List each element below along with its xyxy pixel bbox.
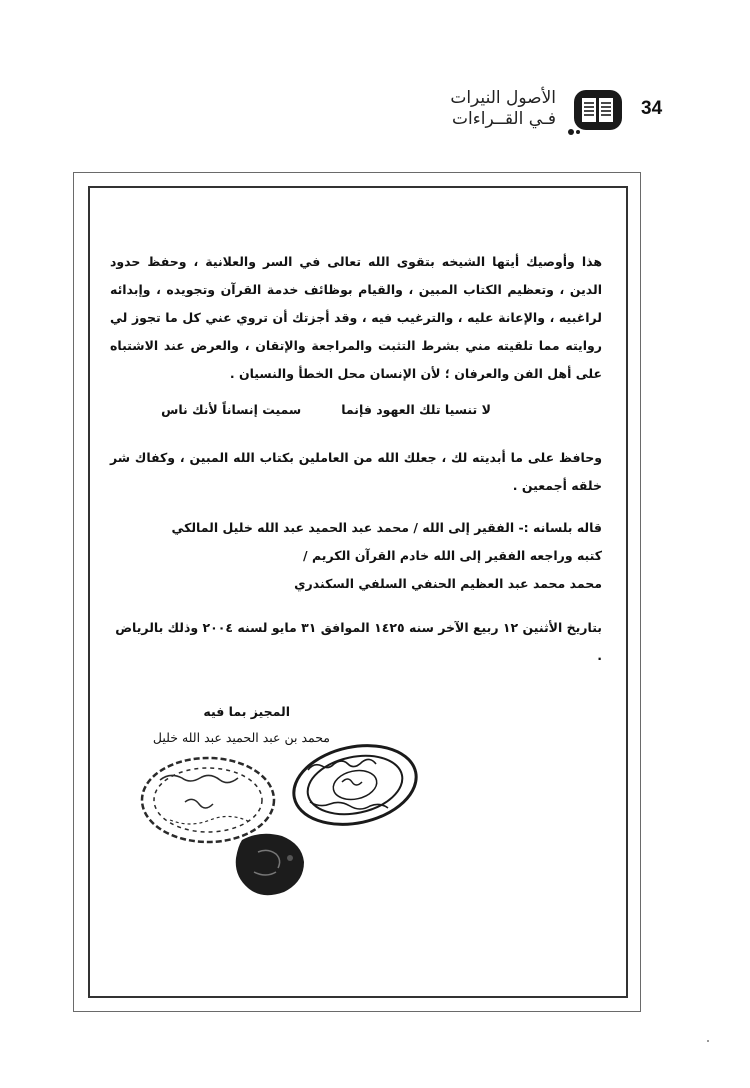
grantor-name: محمد بن عبد الحميد عبد الله خليل [152, 730, 330, 745]
date-line: بتاريخ الأثنين ١٢ ربيع الآخر سنه ١٤٢٥ الموافق ٣١ مايو لسنه ٢٠٠٤ وذلك بالرياض . [115, 620, 602, 663]
verse-hemistich-first: لا تنسيا تلك العهود فإنما [341, 402, 491, 417]
paragraph-prayer: وحافظ على ما أبديته لك ، جعلك الله من العاملين بكتاب الله المبين ، وكفاك شر خلقه أجمعين . [110, 450, 602, 493]
page-number: 34 [641, 98, 663, 119]
page-speck [707, 1040, 709, 1042]
signature-line-written: كتبه وراجعه الفقير إلى الله خادم القرآن الكريم / [303, 548, 602, 563]
right-stamp-icon [286, 740, 423, 835]
paragraph-advice: هذا وأوصيك أيتها الشيخه بتقوى الله تعالى في السر والعلانية ، وحفظ حدود الدين ، وتعظيم الكتاب المبين ، والقيام بوظائف خدمة القرآن وتجويده ، وإبدائه لراغبيه ، والإعانة عليه ، والترغيب فيه ، وقد أجزتك أن تروي عني كل ما تجوز لي روايته مما تلقيته مني بشرط التثبت والمراجعة والإتقان ، والعرض عند الاشتباه على أهل الفن والعرفان ؛ لأن الإنسان محل الخطأ والنسيان . [110, 254, 602, 381]
left-stamp-icon [142, 758, 274, 842]
certificate-text [110, 248, 602, 670]
verse-hemistich-second: سميت إنساناً لأنك ناس [161, 402, 302, 417]
open-book-logo-icon [566, 86, 626, 136]
signature-line-dictated: قاله بلسانه :- الفقير إلى الله / محمد عبد الحميد عبد الله خليل المالكي [171, 520, 602, 535]
grantor-label: المجيز بما فيه [203, 704, 290, 719]
series-title-line2: فـي القــراءات [452, 109, 556, 129]
series-title-line1: الأصول النيرات [450, 88, 556, 108]
signature-block [110, 514, 602, 598]
series-title [420, 88, 556, 130]
poetry-verse [110, 396, 602, 424]
stamps-area [130, 740, 430, 900]
wax-seal-icon [236, 834, 304, 895]
signature-line-scribe: محمد محمد عبد العظيم الحنفي السلفي السكندري [294, 576, 602, 591]
